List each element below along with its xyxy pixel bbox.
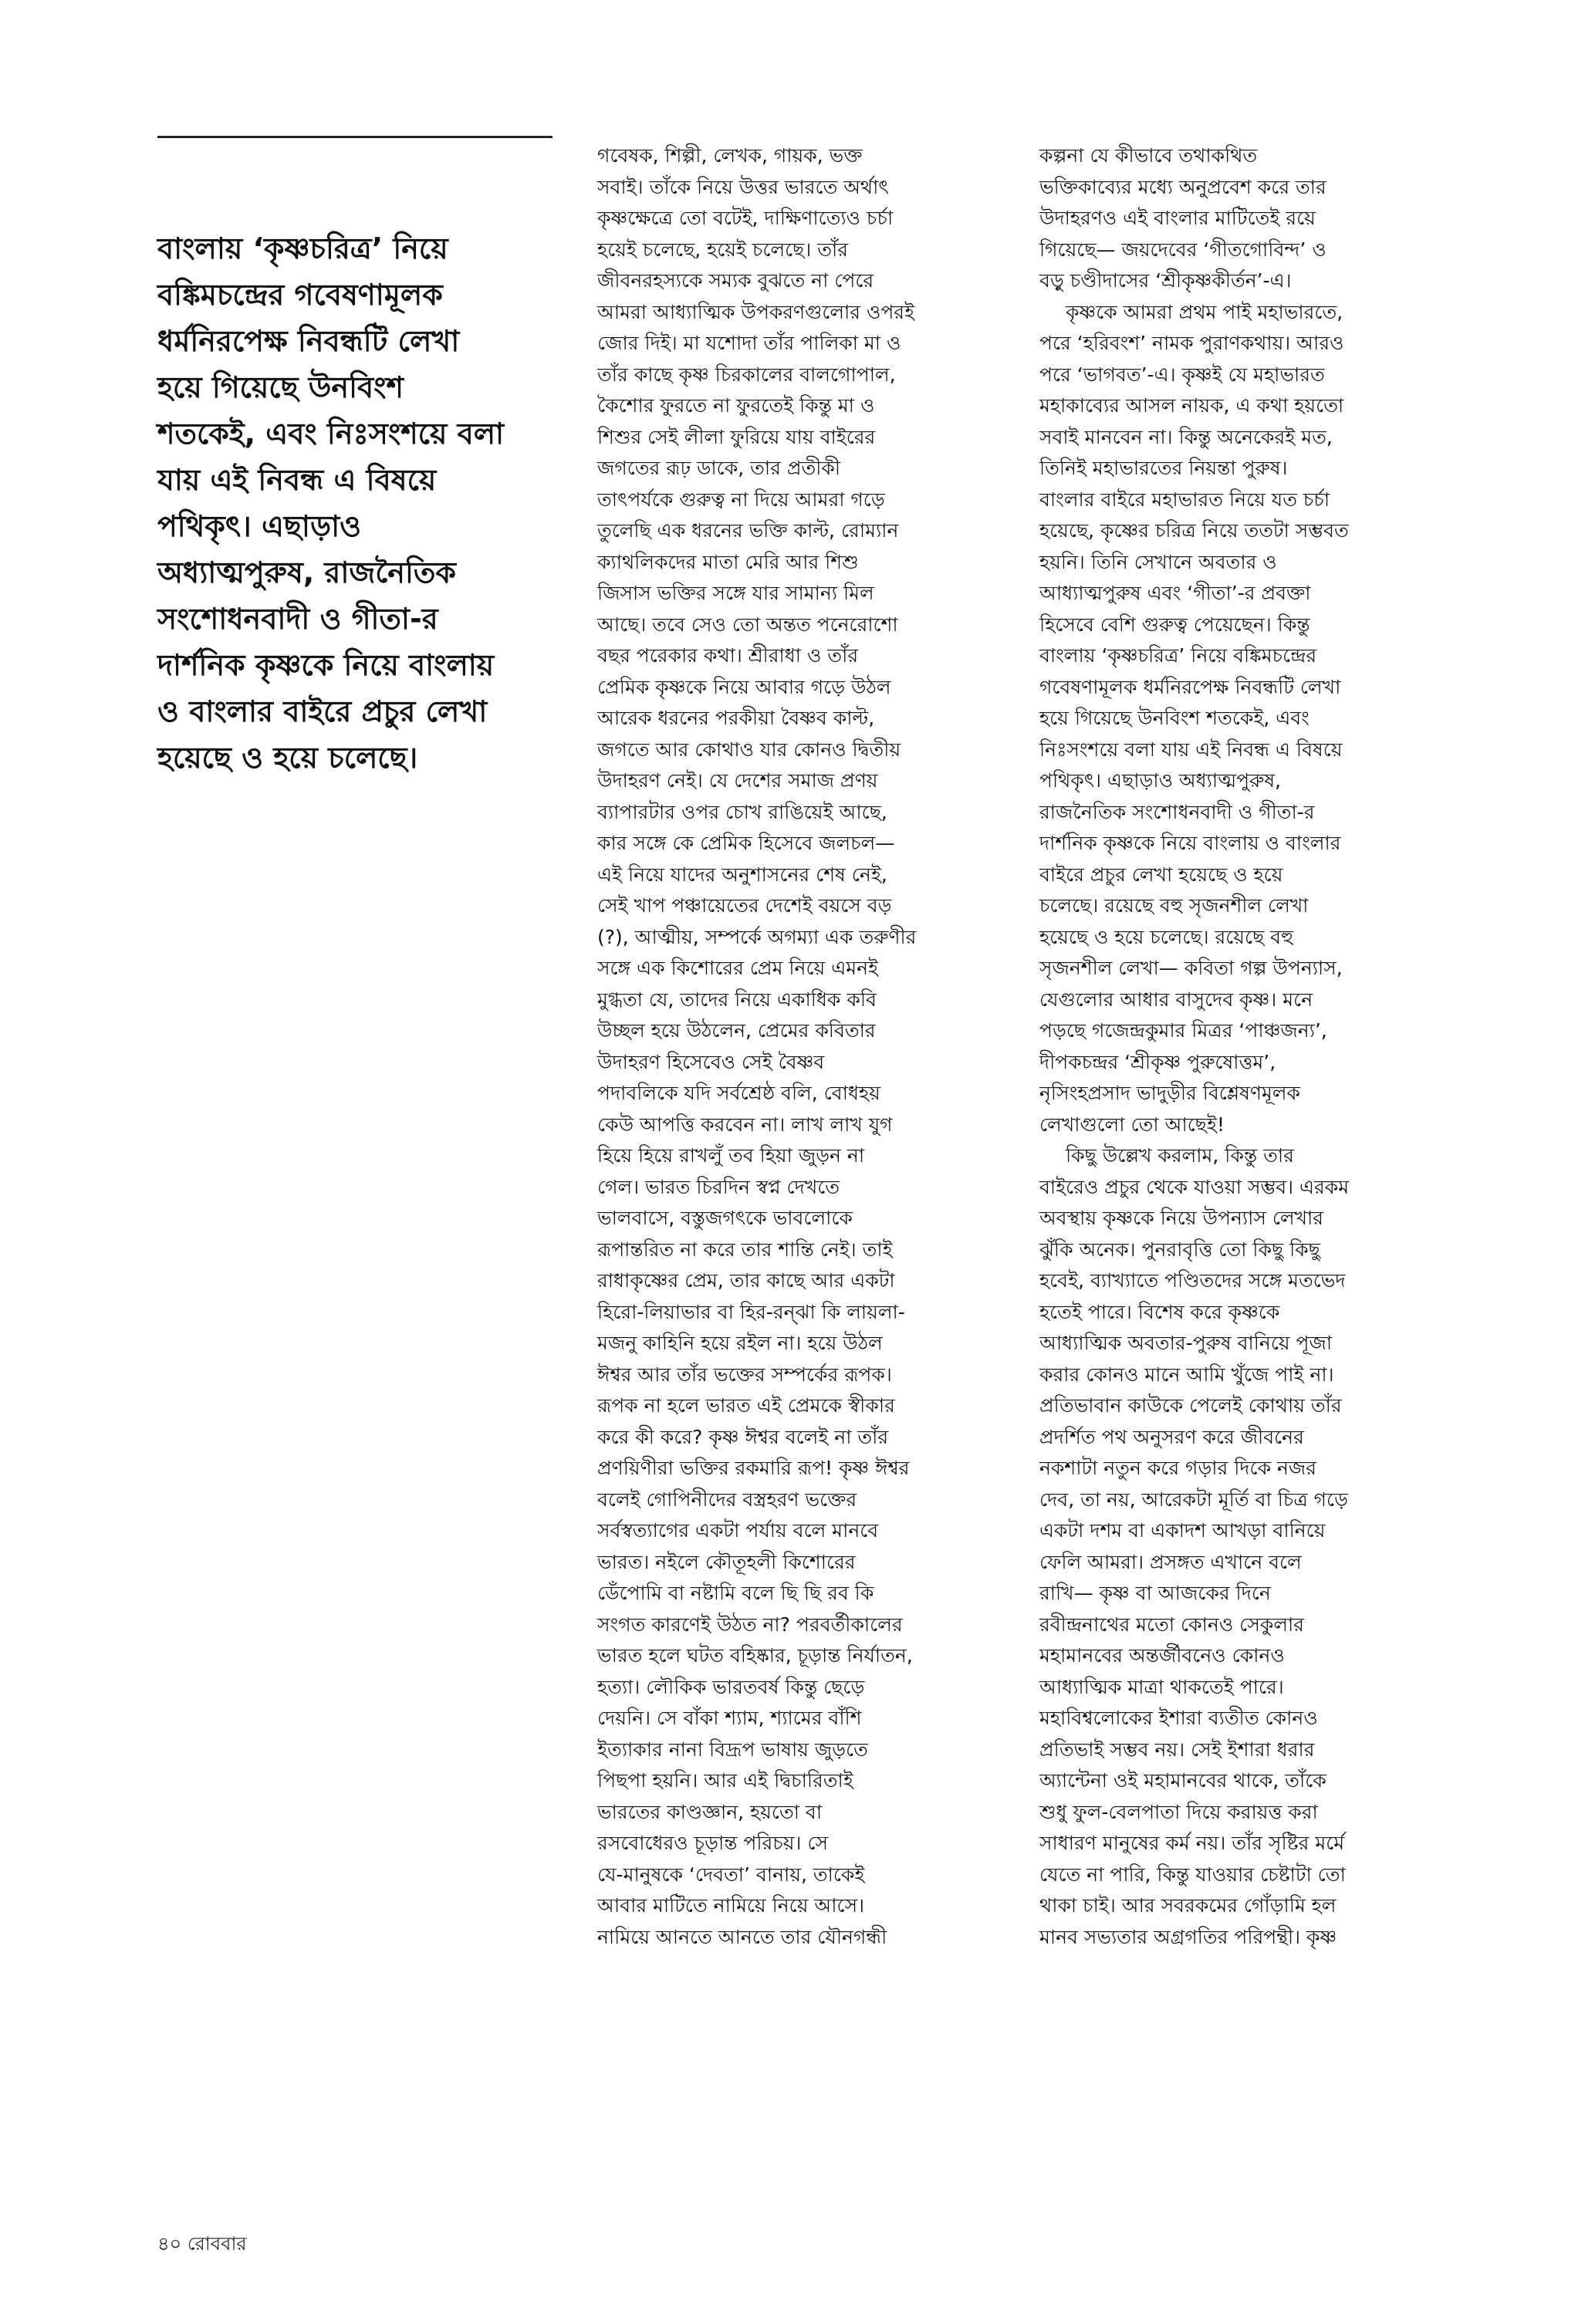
- text-line: দেব, তা নয়, আরেকটা মূর্তি বা চিত্র গড়ে: [1039, 1488, 1348, 1511]
- text-line: সাধারণ মানুষের কর্ম নয়। তাঁর সৃষ্টির মর্মে: [1039, 1832, 1345, 1854]
- text-line: জগতে আর কোথাও যার কোনও দ্বিতীয়: [597, 738, 901, 761]
- text-line: ভারত হলে ঘটত বহিষ্কার, চূড়ান্ত নির্যাতন,: [597, 1644, 913, 1667]
- text-line: কল্পনা যে কীভাবে তথাকথিত: [1039, 144, 1258, 167]
- text-line: মহামানবের অন্তর্জীবনেও কোনও: [1039, 1644, 1285, 1667]
- text-line: রাধাকৃষ্ণের প্রেম, তার কাছে আর একটা: [597, 1269, 895, 1292]
- text-line: সবাই। তাঁকে নিয়ে উত্তর ভারতে অর্থাৎ: [597, 175, 889, 198]
- text-line: গবেষক, শিল্পী, লেখক, গায়ক, ভক্ত: [597, 144, 863, 167]
- text-line: হত্যা। লৌকিক ভারতবর্ষ কিন্তু ছেড়ে: [597, 1675, 865, 1698]
- text-line: জিসাস ভক্তির সঙ্গে যার সামান্য মিল: [597, 582, 874, 604]
- text-line: ভালবাসে, বস্তুজগৎকে ভাবলোকে: [597, 1207, 853, 1229]
- text-line: পদাবলিকে যদি সর্বশ্রেষ্ঠ বলি, বোধহয়: [597, 1082, 880, 1104]
- text-line: আমরা আধ্যাত্মিক উপকরণগুলোর ওপরই: [597, 300, 915, 323]
- text-line: ডেঁপোমি বা নষ্টামি বলে ছি ছি রব কি: [597, 1582, 874, 1604]
- text-line: মহাকাব্যের আসল নায়ক, এ কথা হয়তো: [1039, 394, 1344, 417]
- text-line: বাংলায় ‘কৃষ্ণচরিত্র’ নিয়ে: [157, 231, 448, 265]
- text-line: নৃসিংহপ্রসাদ ভাদুড়ীর বিশ্লেষণমূলক: [1039, 1082, 1301, 1104]
- text-line: বড়ু চণ্ডীদাসের ‘শ্রীকৃষ্ণকীর্তন’-এ।: [1039, 269, 1292, 292]
- text-line: শিশুর সেই লীলা ফুরিয়ে যায় বাইরের: [597, 425, 876, 448]
- text-line: ঈশ্বর আর তাঁর ভক্তের সম্পর্কের রূপক।: [597, 1363, 892, 1386]
- text-line: দেয়নি। সে বাঁকা শ্যাম, শ্যামের বাঁশি: [597, 1707, 862, 1729]
- text-line: হিসেবে বেশি গুরুত্ব পেয়েছেন। কিন্তু: [1039, 613, 1310, 636]
- text-line: দার্শনিক কৃষ্ণকে নিয়ে বাংলায়: [157, 648, 495, 682]
- text-line: শতকেই, এবং নিঃসংশয়ে বলা: [157, 417, 505, 451]
- text-line: মানব সভ্যতার অগ্রগতির পরিপন্থী। কৃষ্ণ: [1039, 1925, 1337, 1948]
- text-line: জীবনরহস্যকে সম্যক বুঝতে না পেরে: [597, 269, 874, 292]
- text-line: পড়ছে গজেন্দ্রকুমার মিত্রর ‘পাঞ্চজন্য’,: [1039, 1019, 1327, 1042]
- text-line: হয়ে গিয়েছে উনবিংশ শতকেই, এবং: [1039, 707, 1309, 729]
- text-line: বাইরেও প্রচুর থেকে যাওয়া সম্ভব। এরকম: [1039, 1175, 1350, 1198]
- text-line: মজনু কাহিনি হয়ে রইল না। হয়ে উঠল: [597, 1332, 883, 1354]
- text-line: করার কোনও মানে আমি খুঁজে পাই না।: [1039, 1363, 1334, 1386]
- text-line: বলেই গোপিনীদের বস্ত্রহরণ ভক্তের: [597, 1488, 857, 1511]
- text-line: জগতের রূঢ় ডাকে, তার প্রতীকী: [597, 457, 841, 479]
- text-line: নামিয়ে আনতে আনতে তার যৌনগন্ধী: [597, 1925, 887, 1948]
- text-line: কৈশোর ফুরতে না ফুরতেই কিন্তু মা ও: [597, 394, 875, 417]
- text-line: প্রেমিক কৃষ্ণকে নিয়ে আবার গড়ে উঠল: [597, 675, 891, 698]
- text-line: ইত্যাকার নানা বিদ্রূপ ভাষায় জুড়তে: [597, 1738, 868, 1761]
- text-line: হয়েছে ও হয়ে চলেছে।: [157, 741, 418, 775]
- top-rule: [157, 136, 553, 138]
- text-line: আধ্যাত্মিক মাত্রা থাকতেই পারে।: [1039, 1675, 1284, 1698]
- text-line: ক্যাথলিকদের মাতা মেরি আর শিশু: [597, 550, 859, 573]
- text-line: ঝুঁকি অনেক। পুনরাবৃত্তি তো কিছু কিছু: [1039, 1238, 1320, 1261]
- text-line: মহাবিশ্বলোকের ইশারা ব্যতীত কোনও: [1039, 1707, 1318, 1729]
- text-line: আরেক ধরনের পরকীয়া বৈষ্ণব কাল্ট,: [597, 707, 875, 729]
- text-line: বাইরে প্রচুর লেখা হয়েছে ও হয়ে: [1039, 863, 1283, 886]
- text-line: উদাহরণ নেই। যে দেশের সমাজ প্রণয়: [597, 769, 878, 792]
- text-line: হবেই, ব্যাখ্যাতে পণ্ডিতদের সঙ্গে মতভেদ: [1039, 1269, 1346, 1292]
- text-line: গেল। ভারত চিরদিন স্বপ্ন দেখতে: [597, 1175, 840, 1198]
- text-line: বাংলায় ‘কৃষ্ণচরিত্র’ নিয়ে বঙ্কিমচন্দ্রের: [1039, 644, 1317, 667]
- text-line: যেগুলোর আধার বাসুদেব কৃষ্ণ। মনে: [1039, 988, 1313, 1011]
- text-line: ও বাংলার বাইরে প্রচুর লেখা: [157, 694, 488, 728]
- text-line: আধ্যাত্মিক অবতার-পুরুষ বানিয়ে পূজা: [1039, 1332, 1333, 1354]
- text-line: হয়েছে ও হয়ে চলেছে। রয়েছে বহু: [1039, 925, 1294, 948]
- text-line: হয়েছে, কৃষ্ণের চরিত্র নিয়ে ততটা সম্ভবত: [1039, 519, 1349, 542]
- text-line: পরে ‘ভাগবত’-এ। কৃষ্ণই যে মহাভারত: [1039, 363, 1325, 386]
- text-line: গবেষণামূলক ধর্মনিরপেক্ষ নিবন্ধটি লেখা: [1039, 675, 1341, 698]
- text-line: উচ্ছল হয়ে উঠলেন, প্রেমের কবিতার: [597, 1019, 876, 1042]
- text-line: হতেই পারে। বিশেষ করে কৃষ্ণকে: [1039, 1300, 1280, 1323]
- text-line: রূপক না হলে ভারত এই প্রেমকে স্বীকার: [597, 1394, 895, 1417]
- text-line: সৃজনশীল লেখা— কবিতা গল্প উপন্যাস,: [1039, 957, 1343, 979]
- text-line: ব্যাপারটার ওপর চোখ রাঙিয়েই আছে,: [597, 800, 887, 823]
- text-line: হয়নি। তিনি সেখানে অবতার ও: [1039, 550, 1277, 573]
- text-line: কিছু উল্লেখ করলাম, কিন্তু তার: [1066, 1144, 1294, 1167]
- text-line: যেতে না পারি, কিন্তু যাওয়ার চেষ্টাটা তো: [1039, 1863, 1346, 1886]
- text-line: যায় এই নিবন্ধ এ বিষয়ে: [157, 463, 437, 497]
- text-line: ভারত। নইলে কৌতূহলী কিশোরের: [597, 1550, 856, 1573]
- text-line: আবার মাটিতে নামিয়ে নিয়ে আসে।: [597, 1894, 865, 1917]
- text-line: বাংলার বাইরে মহাভারত নিয়ে যত চর্চা: [1039, 488, 1330, 511]
- text-line: উদাহরণ হিসেবেও সেই বৈষ্ণব: [597, 1050, 825, 1073]
- text-line: শুধু ফুল-বেলপাতা দিয়ে করায়ত্ত করা: [1039, 1800, 1318, 1823]
- text-line: ফেলি আমরা। প্রসঙ্গত এখানে বলে: [1039, 1550, 1302, 1573]
- text-line: কৃষ্ণক্ষেত্রে তো বটেই, দাক্ষিণাত্যেও চর্চা: [597, 207, 894, 229]
- text-line: সেই খাপ পঞ্চায়েতের দেশেই বয়সে বড়: [597, 894, 892, 917]
- text-line: উদাহরণও এই বাংলার মাটিতেই রয়ে: [1039, 207, 1316, 229]
- text-line: আছে। তবে সেও তো অন্তত পনেরোশো: [597, 613, 898, 636]
- text-line: অধ্যাত্মপুরুষ, রাজনৈতিক: [157, 556, 456, 589]
- text-line: (?), আত্মীয়, সম্পর্কে অগম্যা এক তরুণীর: [597, 925, 917, 948]
- text-line: যে-মানুষকে ‘দেবতা’ বানায়, তাকেই: [597, 1863, 865, 1886]
- text-line: কেউ আপত্তি করবেন না। লাখ লাখ যুগ: [597, 1113, 893, 1136]
- text-line: রূপান্তরিত না করে তার শান্তি নেই। তাই: [597, 1238, 893, 1261]
- text-line: বঙ্কিমচন্দ্রের গবেষণামূলক: [157, 278, 443, 312]
- page-footer: [157, 2230, 247, 2261]
- text-line: চলেছে। রয়েছে বহু সৃজনশীল লেখা: [1039, 894, 1309, 917]
- publication-name: রোববার: [187, 2233, 247, 2255]
- text-line: আধ্যাত্মপুরুষ এবং ‘গীতা’-র প্রবক্তা: [1039, 582, 1311, 604]
- text-line: দার্শনিক কৃষ্ণকে নিয়ে বাংলায় ও বাংলার: [1039, 832, 1341, 854]
- text-line: রবীন্দ্রনাথের মতো কোনও সেকুলার: [1039, 1613, 1304, 1636]
- text-line: ধর্মনিরপেক্ষ নিবন্ধটি লেখা: [157, 324, 460, 358]
- article-column-middle: [597, 140, 1014, 1953]
- text-line: সর্বস্বত্যাগের একটা পর্যায় বলে মানবে: [597, 1519, 879, 1542]
- text-line: লেখাগুলো তো আছেই!: [1039, 1113, 1225, 1136]
- text-line: তুলেছি এক ধরনের ভক্তি কাল্ট, রোম্যান: [597, 519, 899, 542]
- text-line: অ্যান্টেনা ওই মহামানবের থাকে, তাঁকে: [1039, 1769, 1326, 1792]
- text-line: প্রতিভাই সম্ভব নয়। সেই ইশারা ধরার: [1039, 1738, 1315, 1761]
- text-line: গিয়েছে— জয়দেবের ‘গীতগোবিন্দ’ ও: [1039, 238, 1326, 261]
- text-line: বছর পরেকার কথা। শ্রীরাধা ও তাঁর: [597, 644, 859, 667]
- pull-quote: [157, 225, 559, 781]
- text-line: হিরো-লিয়াভার বা হির-রন্ঝা কি লায়লা-: [597, 1300, 905, 1323]
- text-line: জোর দিই। মা যশোদা তাঁর পালিকা মা ও: [597, 332, 901, 354]
- text-line: দীপকচন্দ্রর ‘শ্রীকৃষ্ণ পুরুষোত্তম’,: [1039, 1050, 1276, 1073]
- text-line: তাৎপর্যকে গুরুত্ব না দিয়ে আমরা গড়ে: [597, 488, 885, 511]
- text-line: হয়ে গিয়েছে উনবিংশ: [157, 370, 404, 404]
- text-line: কার সঙ্গে কে প্রেমিক হিসেবে জলচল—: [597, 832, 895, 854]
- text-line: সংশোধনবাদী ও গীতা-র: [157, 602, 438, 636]
- text-line: পথিকৃৎ। এছাড়াও: [157, 509, 362, 543]
- text-line: রাজনৈতিক সংশোধনবাদী ও গীতা-র: [1039, 800, 1315, 823]
- text-line: হয়েই চলেছে, হয়েই চলেছে। তাঁর: [597, 238, 848, 261]
- text-line: প্রণয়িণীরা ভক্তির রকমারি রূপ! কৃষ্ণ ঈশ্বর: [597, 1457, 910, 1479]
- text-line: তাঁর কাছে কৃষ্ণ চিরকালের বালগোপাল,: [597, 363, 896, 386]
- text-line: একটা দশম বা একাদশ আখড়া বানিয়ে: [1039, 1519, 1326, 1542]
- text-line: নকশাটা নতুন করে গড়ার দিকে নজর: [1039, 1457, 1317, 1479]
- text-line: করে কী করে? কৃষ্ণ ঈশ্বর বলেই না তাঁর: [597, 1425, 889, 1448]
- text-line: প্রতিভাবান কাউকে পেলেই কোথায় তাঁর: [1039, 1394, 1342, 1417]
- text-line: অবস্থায় কৃষ্ণকে নিয়ে উপন্যাস লেখার: [1039, 1207, 1324, 1229]
- text-line: ভক্তিকাব্যের মধ্যে অনুপ্রবেশ করে তার: [1039, 175, 1326, 198]
- text-line: এই নিয়ে যাদের অনুশাসনের শেষ নেই,: [597, 863, 887, 886]
- text-line: নিঃসংশয়ে বলা যায় এই নিবন্ধ এ বিষয়ে: [1039, 738, 1343, 761]
- text-line: মুগ্ধতা যে, তাদের নিয়ে একাধিক কবি: [597, 988, 877, 1011]
- text-line: থাকা চাই। আর সবরকমের গোঁড়ামি হল: [1039, 1894, 1336, 1917]
- text-line: পথিকৃৎ। এছাড়াও অধ্যাত্মপুরুষ,: [1039, 769, 1282, 792]
- text-line: পিছপা হয়নি। আর এই দ্বিচারিতাই: [597, 1769, 853, 1792]
- text-line: প্রদর্শিত পথ অনুসরণ করে জীবনের: [1039, 1425, 1304, 1448]
- text-line: কৃষ্ণকে আমরা প্রথম পাই মহাভারতে,: [1066, 300, 1343, 323]
- text-line: ভারতের কাণ্ডজ্ঞান, হয়তো বা: [597, 1800, 823, 1823]
- text-line: হিয়ে হিয়ে রাখলুঁ তব হিয়া জুড়ন না: [597, 1144, 865, 1167]
- page-number: ৪০: [157, 2233, 182, 2255]
- text-line: সংগত কারণেই উঠত না? পরবর্তীকালের: [597, 1613, 903, 1636]
- text-line: পরে ‘হরিবংশ’ নামক পুরাণকথায়। আরও: [1039, 332, 1344, 354]
- text-line: তিনিই মহাভারতের নিয়ন্তা পুরুষ।: [1039, 457, 1288, 479]
- article-column-right: [1039, 140, 1456, 1953]
- text-line: সঙ্গে এক কিশোরের প্রেম নিয়ে এমনই: [597, 957, 879, 979]
- text-line: রসবোধেরও চূড়ান্ত পরিচয়। সে: [597, 1832, 829, 1854]
- text-line: রাখি— কৃষ্ণ বা আজকের দিনে: [1039, 1582, 1271, 1604]
- text-line: সবাই মানবেন না। কিন্তু অনেকেরই মত,: [1039, 425, 1333, 448]
